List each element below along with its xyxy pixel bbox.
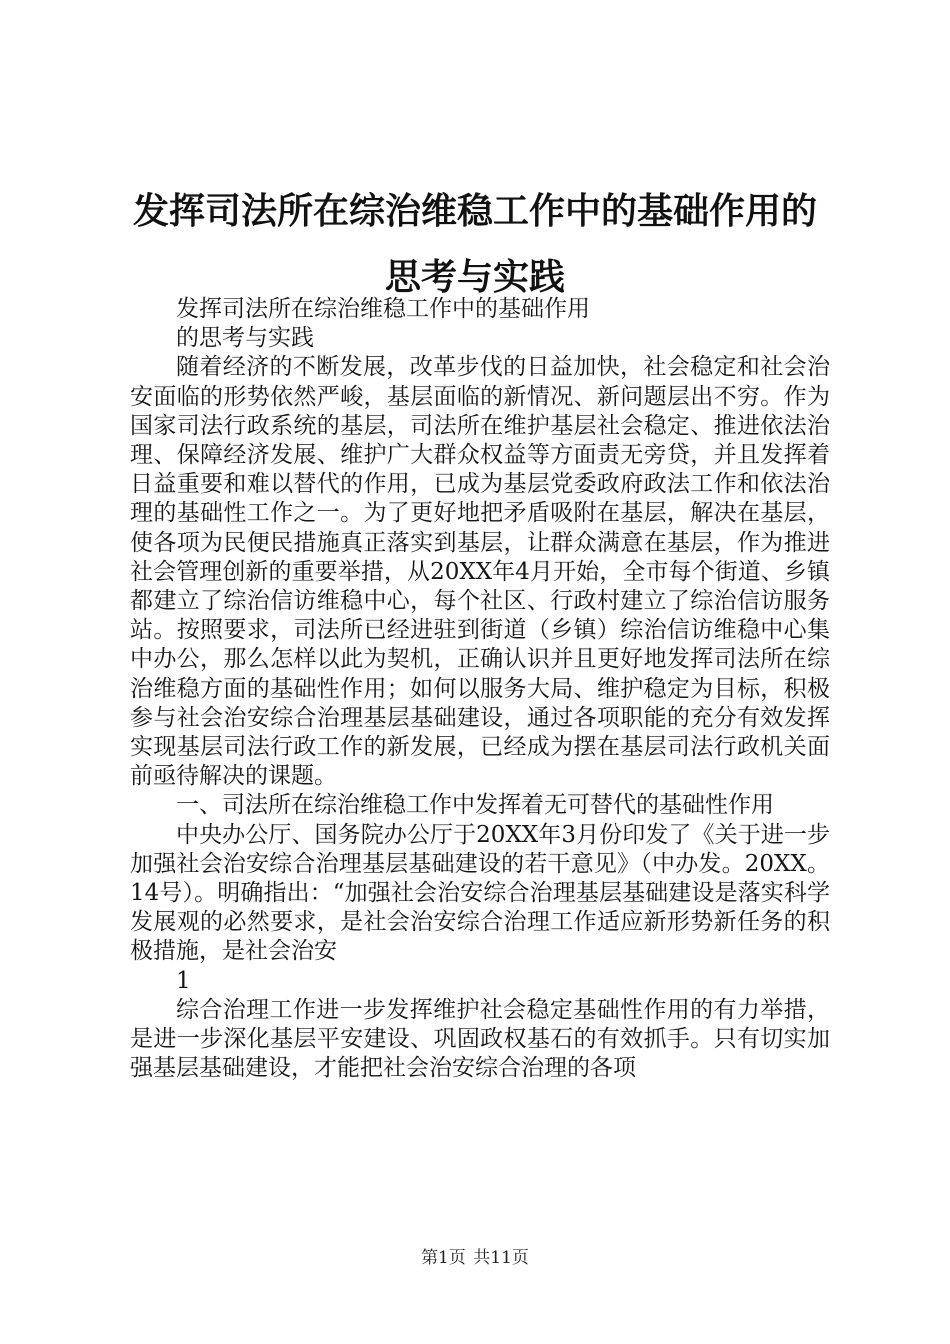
subtitle-line-2: 的思考与实践 [176,325,314,352]
current-page-label: 第1页 [421,1248,466,1268]
subtitle-line-1: 发挥司法所在综治维稳工作中的基础作用 [176,296,590,322]
paragraph-1: 随着经济的不断发展，改革步伐的日益加快，社会稳定和社会治安面临的形势依然严峻，基层面临的新情况、新问题层出不穷。作为国家司法行政系统的基层，司法所在维护基层社会稳定、推进依法治理、保障经济发展、维护广大群众权益等方面责无旁贷，并且发挥着日益重要和难以替代的作用，已成为基层党委政府政法工作和依法治理的基础性工作之一。为了更好地把矛盾吸附在基层，解决在基层，使各项为民便民措施真正落实到基层，让群众满意在基层，作为推进社会管理创新的重要举措，从20XX年4月开始，全市每个街道、乡镇都建立了综治信访维稳中心，每个社区、行政村建立了综治信访服务站。按照要求，司法所已经进驻到街道（乡镇）综治信访维稳中心集中办公，那么怎样以此为契机，正确认识并且更好地发挥司法所在综治维稳方面的基础性作用；如何以服务大局、维护稳定为目标，积极参与社会治安综合治理基层基础建设，通过各项职能的充分有效发挥实现基层司法行政工作的新发展，已经成为摆在基层司法行政机关面前亟待解决的课题。 [130,354,830,790]
document-title: 发挥司法所在综治维稳工作中的基础作用的思考与实践 [132,190,817,298]
page-marker: 1 [176,967,191,994]
section-heading-1: 一、司法所在综治维稳工作中发挥着无可替代的基础性作用 [176,792,774,819]
total-pages-label: 共11页 [473,1248,529,1268]
paragraph-3: 综合治理工作进一步发挥维护社会稳定基础性作用的有力举措，是进一步深化基层平安建设、巩固政权基石的有效抓手。只有切实加强基层基础建设，才能把社会治安综合治理的各项 [130,996,830,1082]
document-body [130,295,830,1083]
page-footer [0,1243,950,1268]
paragraph-2: 中央办公厅、国务院办公厅于20XX年3月份印发了《关于进一步加强社会治安综合治理基层基础建设的若干意见》（中办发。20XX。14号）。明确指出：“加强社会治安综合治理基层基础建设是落实科学发展观的必然要求，是社会治安综合治理工作适应新形势新任务的积极措施，是社会治安 [130,821,830,965]
